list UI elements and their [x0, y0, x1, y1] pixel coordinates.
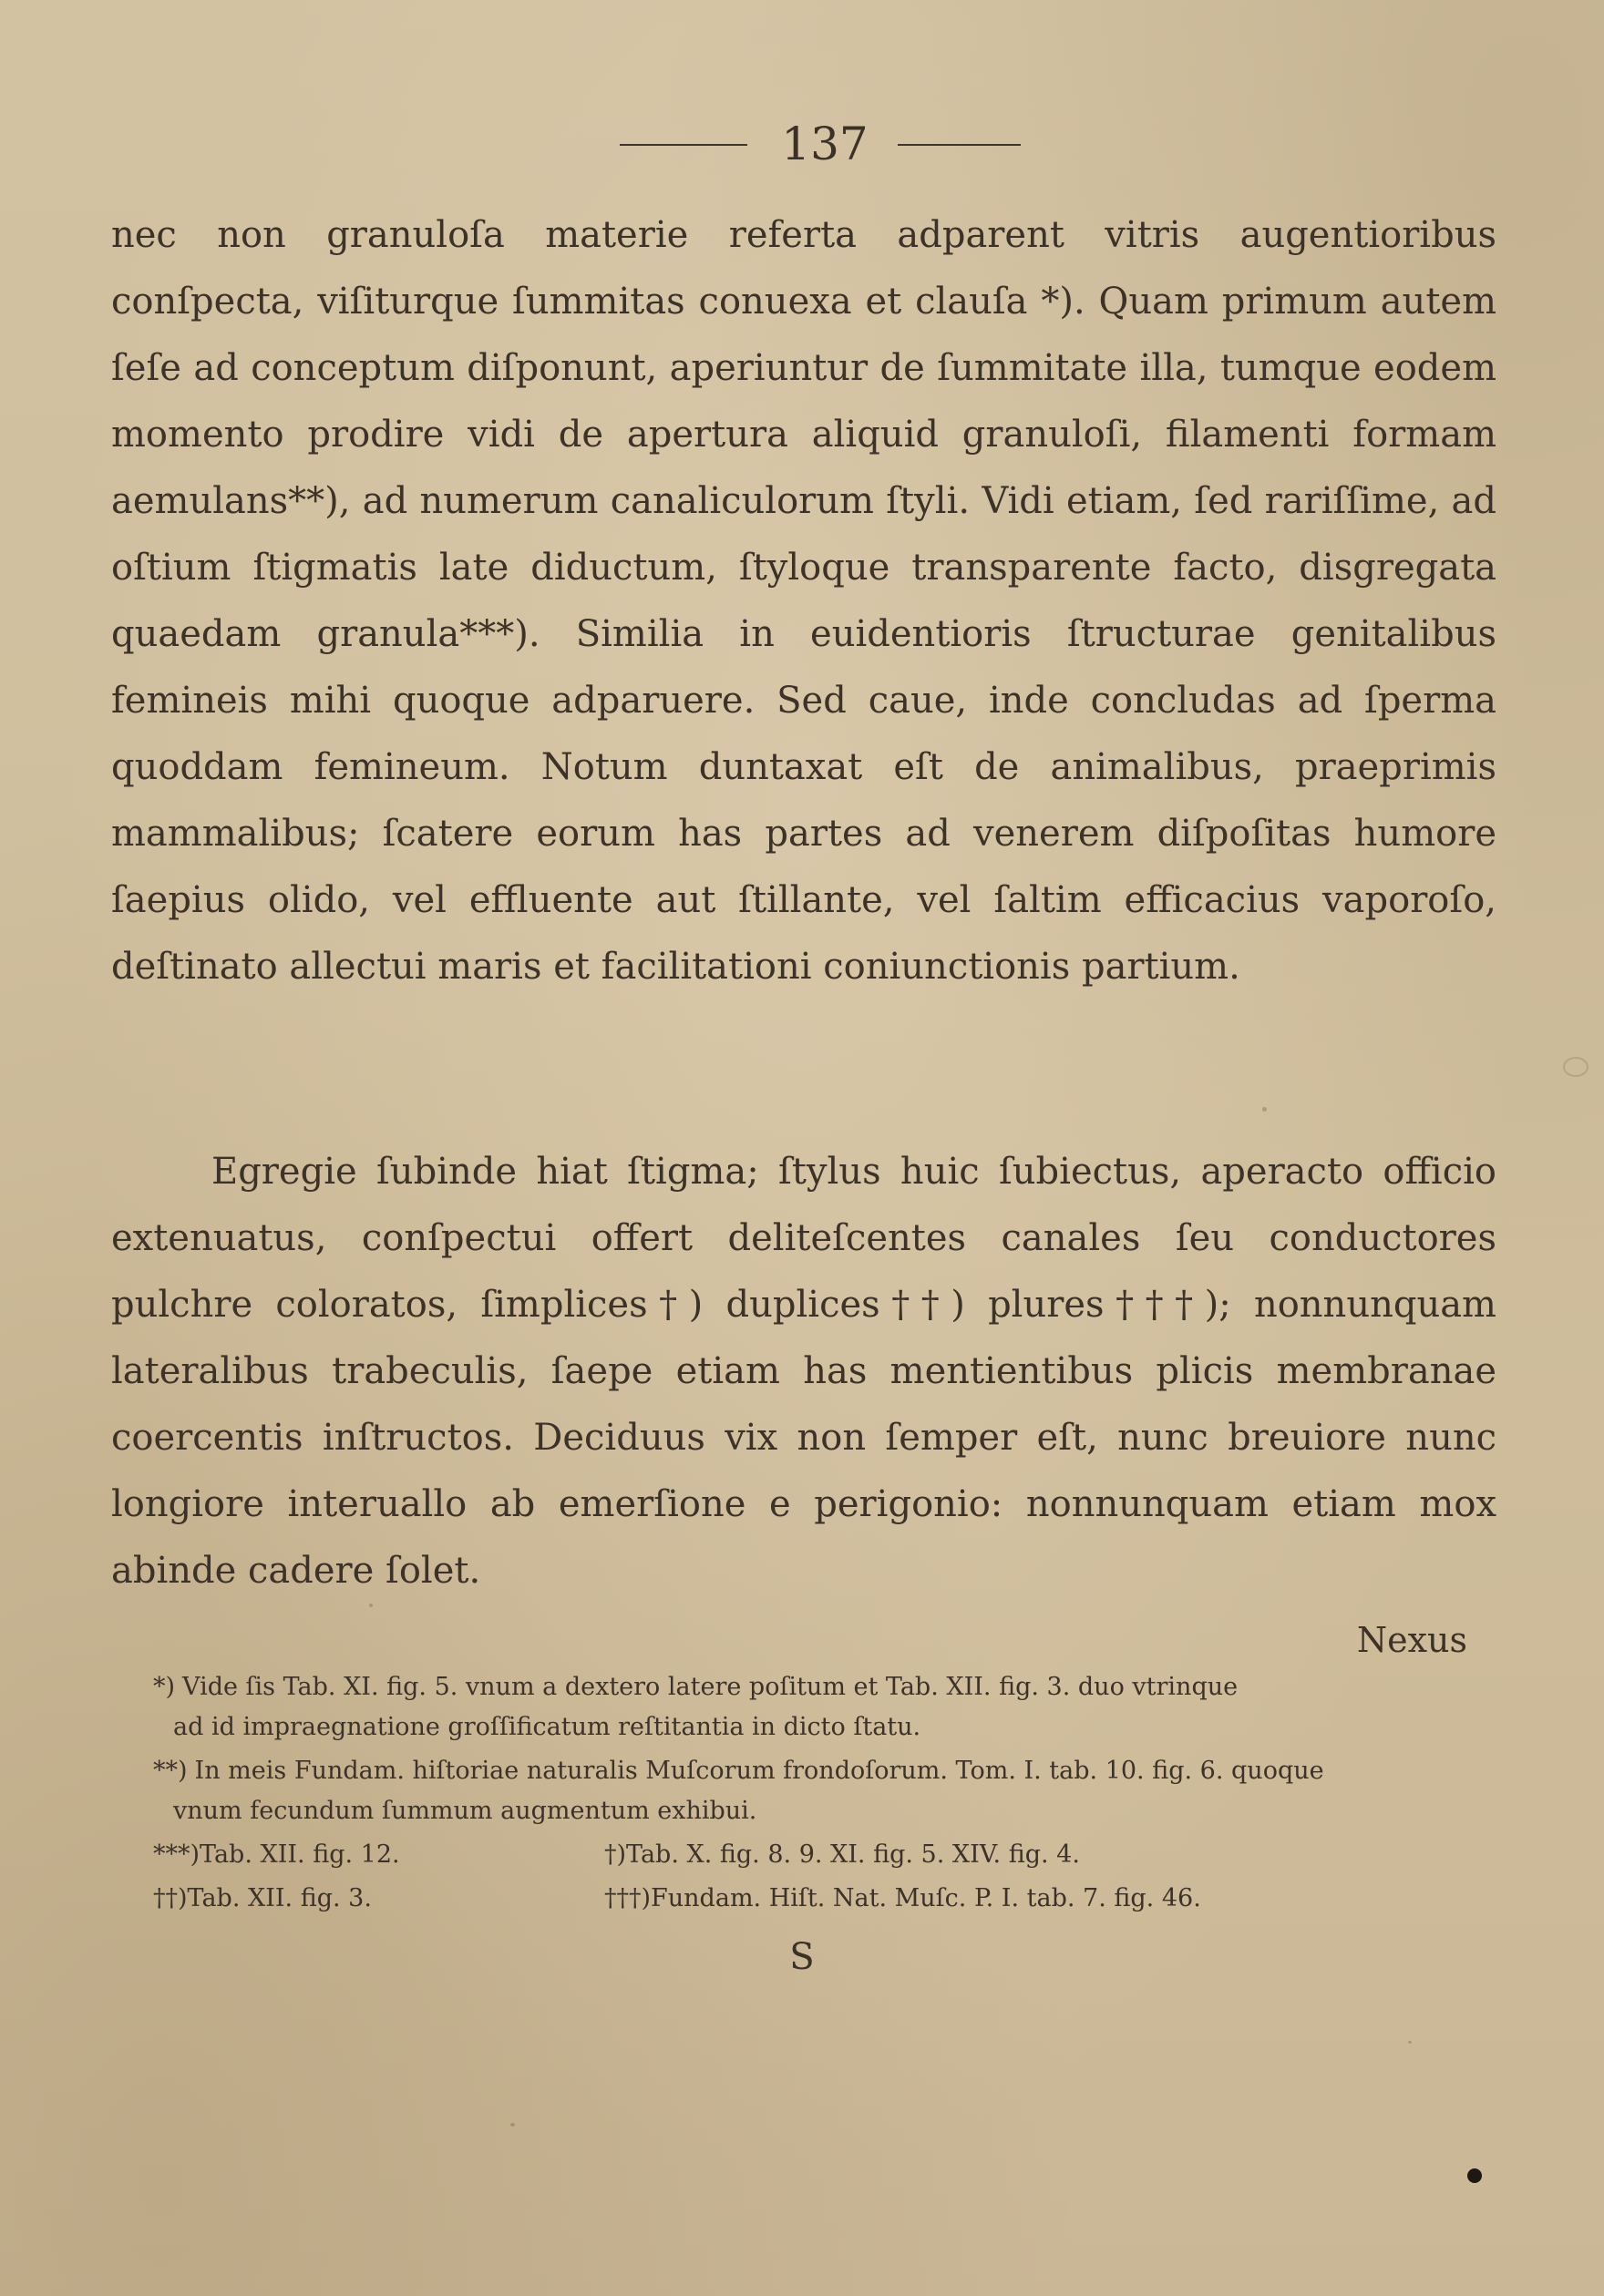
footnote-text-continued: ad id impraegnatione groſſificatum reſtitantia in dicto ſtatu.: [173, 1713, 921, 1741]
footnote-text-continued: vnum fecundum ſummum augmentum exhibui.: [173, 1797, 757, 1825]
body-paragraph-1: [111, 202, 1496, 1000]
footnote-mark: †††): [604, 1884, 652, 1912]
paper-speck: [510, 2123, 515, 2127]
catchword: Nexus: [1356, 1620, 1467, 1660]
page-number: 137: [781, 118, 869, 170]
footnote-row-1: [153, 1835, 1465, 1875]
paragraph-text: Egregie ſubinde hiat ſtigma; ſtylus huic ſubiectus, aperacto officio extenuatus, conſpectui offert deliteſcentes canales ſeu conductores pulchre coloratos, ſimplices†) duplices††) plures†††); nonnunquam lateralibus trabeculis, ſaepe etiam has mentientibus plicis membranae coercentis inſtructos. Deciduus vix non ſemper eſt, nunc breuiore nunc longiore interuallo ab emerſione e perigonio: nonnunquam etiam mox abinde cadere ſolet.: [111, 1151, 1496, 1592]
footnote-2: [153, 1751, 1465, 1831]
footnote-text: Fundam. Hiſt. Nat. Muſc. P. I. tab. 7. fig. 46.: [651, 1884, 1201, 1912]
footnote-mark: ††): [153, 1884, 188, 1912]
footnote-mark: **): [153, 1757, 188, 1785]
header-rule-left: [620, 144, 747, 146]
footnote-6: [604, 1879, 1201, 1919]
paper-speck: [1262, 1107, 1267, 1112]
footnote-text: Tab. XII. fig. 12.: [200, 1840, 400, 1869]
footnote-mark: *): [153, 1673, 176, 1701]
footnote-text: Tab. X. fig. 8. 9. XI. fig. 5. XIV. fig. 4.: [626, 1840, 1080, 1869]
header-rule-right: [898, 144, 1021, 146]
footnote-text: In meis Fundam. hiſtoriae naturalis Muſcorum frondoſorum. Tom. I. tab. 10. fig. 6. quoque: [194, 1757, 1324, 1785]
footnote-text: Vide ſis Tab. XI. fig. 5. vnum a dextero latere poſitum et Tab. XII. fig. 3. duo vtrinque: [182, 1673, 1239, 1701]
paper-speck: [1408, 2041, 1412, 2044]
signature-mark: S: [789, 1936, 815, 1978]
paragraph-text: nec non granuloſa materie referta adparent vitris augentioribus conſpecta, viſiturque ſummitas conuexa et clauſa *). Quam primum autem ſeſe ad conceptum diſponunt, aperiuntur de ſummitate illa, tumque eodem momento prodire vidi de apertura aliquid granuloſi, filamenti formam aemulans**), ad numerum canaliculorum ſtyli. Vidi etiam, ſed rariſſime, ad oſtium ſtigmatis late diductum, ſtyloque transparente facto, disgregata quaedam granula***). Similia in euidentioris ſtructurae genitalibus femineis mihi quoque adparuere. Sed caue, inde concludas ad ſperma quoddam femineum. Notum duntaxat eſt de animalibus, praeprimis mammalibus; ſcatere eorum has partes ad venerem diſpoſitas humore ſaepius olido, vel effluente aut ſtillante, vel ſaltim efficacius vaporoſo, deſtinato allectui maris et facilitationi coniunctionis partium.: [111, 214, 1496, 988]
footnote-text: Tab. XII. fig. 3.: [187, 1884, 372, 1912]
paper-speck: [369, 1604, 373, 1607]
ink-spot: [1467, 2168, 1482, 2183]
footnote-row-2: [153, 1879, 1465, 1919]
footnote-4: [604, 1835, 1080, 1875]
page-header: [0, 117, 1604, 171]
footnotes: [153, 1667, 1465, 1922]
footnote-1: [153, 1667, 1465, 1748]
body-paragraph-2: [111, 1139, 1496, 1604]
footnote-5: [153, 1879, 604, 1919]
footnote-mark: †): [604, 1840, 627, 1869]
paper-speck: [1563, 1057, 1589, 1077]
footnote-3: [153, 1835, 604, 1875]
footnote-mark: ***): [153, 1840, 200, 1869]
